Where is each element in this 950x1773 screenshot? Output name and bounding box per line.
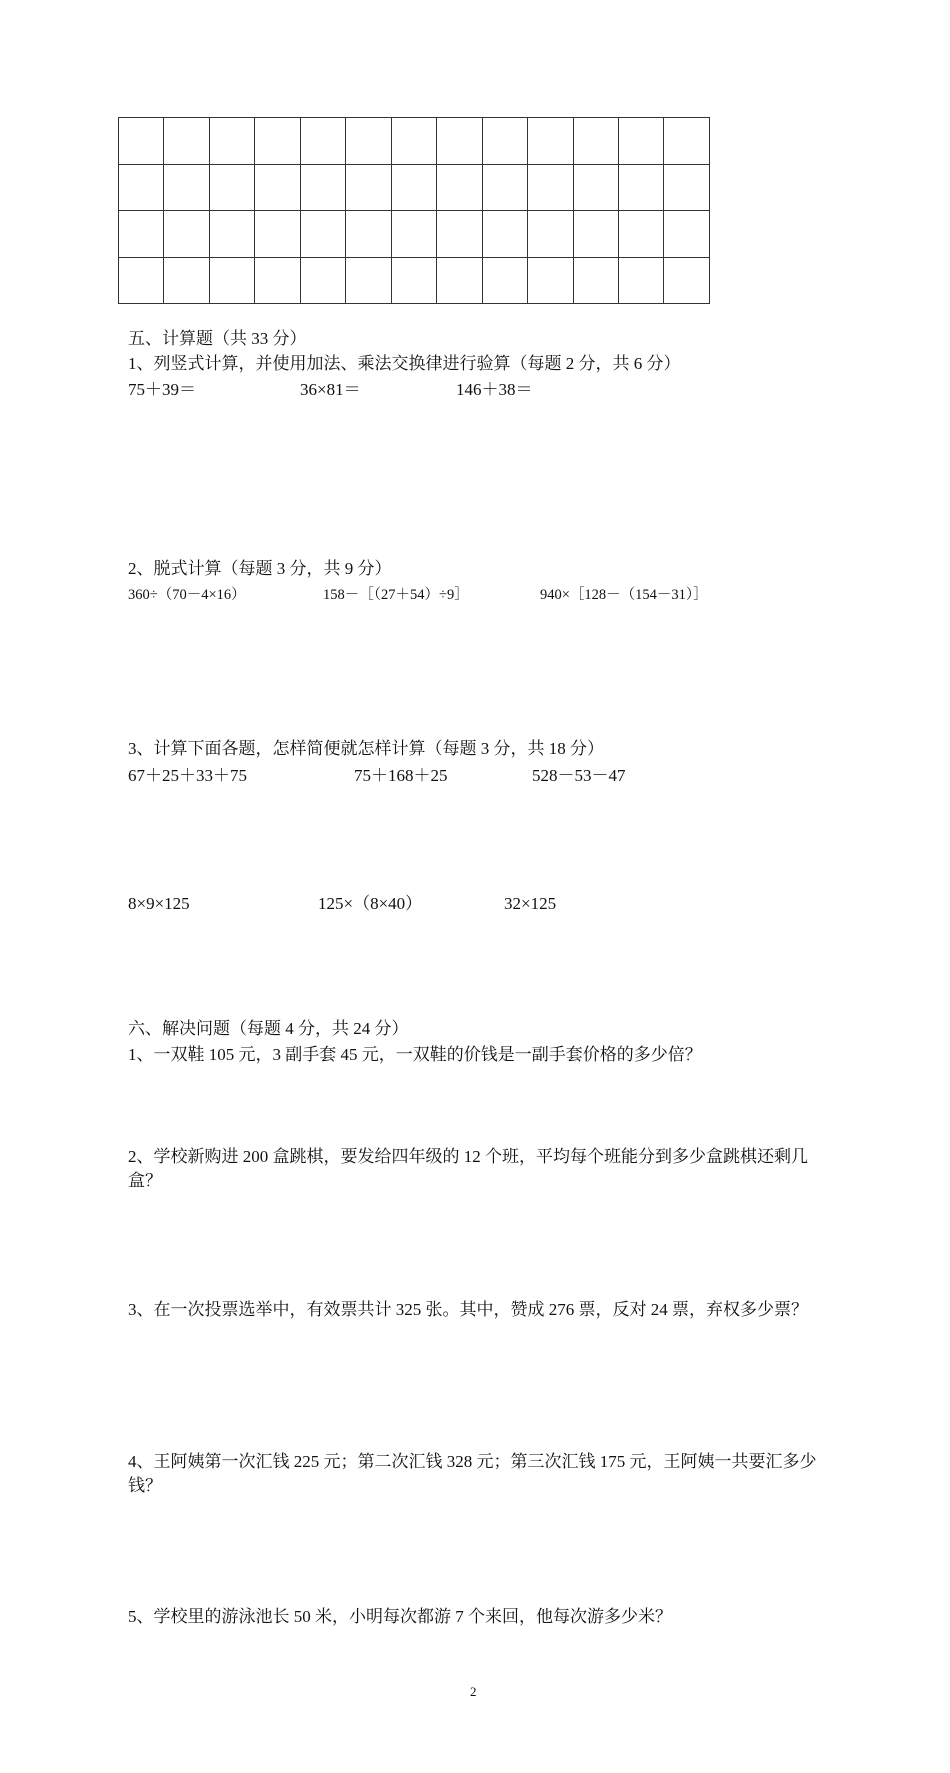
grid-cell <box>437 211 482 258</box>
problem-5: 5、学校里的游泳池长 50 米，小明每次都游 7 个来回，他每次游多少米？ <box>128 1607 672 1626</box>
grid-row <box>119 257 710 304</box>
q1-item-3: 146＋38＝ <box>456 380 533 399</box>
q2-item-3: 940×［128－（154－31）］ <box>540 587 708 603</box>
q2-item-2: 158－［（27＋54）÷9］ <box>323 587 469 603</box>
grid-cell <box>573 118 618 165</box>
grid-cell <box>255 118 300 165</box>
grid-cell <box>119 164 164 211</box>
grid-cell <box>300 118 345 165</box>
grid-cell <box>209 164 254 211</box>
q2-item-1: 360÷（70－4×16） <box>128 587 246 603</box>
problem-1: 1、一双鞋 105 元，3 副手套 45 元，一双鞋的价钱是一副手套价格的多少倍？ <box>128 1045 702 1064</box>
grid-cell <box>391 118 436 165</box>
q3-instruction: 3、计算下面各题，怎样简便就怎样计算（每题 3 分，共 18 分） <box>128 739 604 758</box>
grid-cell <box>164 164 209 211</box>
grid-cell <box>346 164 391 211</box>
grid-cell <box>209 118 254 165</box>
grid-cell <box>528 211 573 258</box>
grid-cell <box>437 164 482 211</box>
q3-item-4: 8×9×125 <box>128 894 190 913</box>
grid-cell <box>391 257 436 304</box>
grid-cell <box>618 257 663 304</box>
problem-3: 3、在一次投票选举中，有效票共计 325 张。其中，赞成 276 票，反对 24 票，弃权多少票？ <box>128 1300 808 1319</box>
q3-item-2: 75＋168＋25 <box>354 766 448 785</box>
grid-cell <box>255 211 300 258</box>
grid-cell <box>119 257 164 304</box>
grid-cell <box>255 164 300 211</box>
grid-cell <box>573 257 618 304</box>
grid-cell <box>300 211 345 258</box>
q1-instruction: 1、列竖式计算，并使用加法、乘法交换律进行验算（每题 2 分，共 6 分） <box>128 354 681 373</box>
grid-row <box>119 164 710 211</box>
grid-cell <box>528 257 573 304</box>
grid-cell <box>437 257 482 304</box>
section6-title: 六、解决问题（每题 4 分，共 24 分） <box>128 1019 409 1038</box>
problem-2: 2、学校新购进 200 盒跳棋，要发给四年级的 12 个班，平均每个班能分到多少盒跳棋还剩几盒？ <box>128 1147 808 1190</box>
grid-cell <box>528 118 573 165</box>
q1-item-2: 36×81＝ <box>300 380 361 399</box>
grid-cell <box>664 118 710 165</box>
page-number: 2 <box>470 1684 477 1699</box>
q3-item-1: 67＋25＋33＋75 <box>128 766 247 785</box>
grid-cell <box>618 211 663 258</box>
grid-cell <box>437 118 482 165</box>
grid-cell <box>391 164 436 211</box>
q3-item-6: 32×125 <box>504 894 557 913</box>
grid-cell <box>664 164 710 211</box>
grid-cell <box>164 211 209 258</box>
answer-grid <box>118 117 710 304</box>
grid-cell <box>664 211 710 258</box>
problem-4: 4、王阿姨第一次汇钱 225 元；第二次汇钱 328 元；第三次汇钱 175 元，王阿姨一共要汇多少钱？ <box>128 1452 817 1495</box>
section5-title: 五、计算题（共 33 分） <box>128 329 307 348</box>
grid-cell <box>346 257 391 304</box>
grid-row <box>119 211 710 258</box>
grid-cell <box>300 164 345 211</box>
grid-cell <box>300 257 345 304</box>
grid-cell <box>209 257 254 304</box>
grid-cell <box>391 211 436 258</box>
grid-cell <box>119 118 164 165</box>
q3-item-3: 528－53－47 <box>532 766 626 785</box>
grid-cell <box>119 211 164 258</box>
grid-cell <box>482 211 527 258</box>
q2-instruction: 2、脱式计算（每题 3 分，共 9 分） <box>128 559 392 578</box>
q3-item-5: 125×（8×40） <box>318 894 423 913</box>
grid-cell <box>164 118 209 165</box>
grid-cell <box>164 257 209 304</box>
grid-cell <box>618 164 663 211</box>
grid-row <box>119 118 710 165</box>
q1-item-1: 75＋39＝ <box>128 380 196 399</box>
grid-cell <box>482 164 527 211</box>
grid-cell <box>209 211 254 258</box>
grid-cell <box>664 257 710 304</box>
grid-cell <box>482 118 527 165</box>
grid-cell <box>618 118 663 165</box>
grid-cell <box>255 257 300 304</box>
grid-cell <box>482 257 527 304</box>
grid-cell <box>573 164 618 211</box>
grid-cell <box>346 118 391 165</box>
grid-cell <box>528 164 573 211</box>
grid-cell <box>573 211 618 258</box>
grid-cell <box>346 211 391 258</box>
